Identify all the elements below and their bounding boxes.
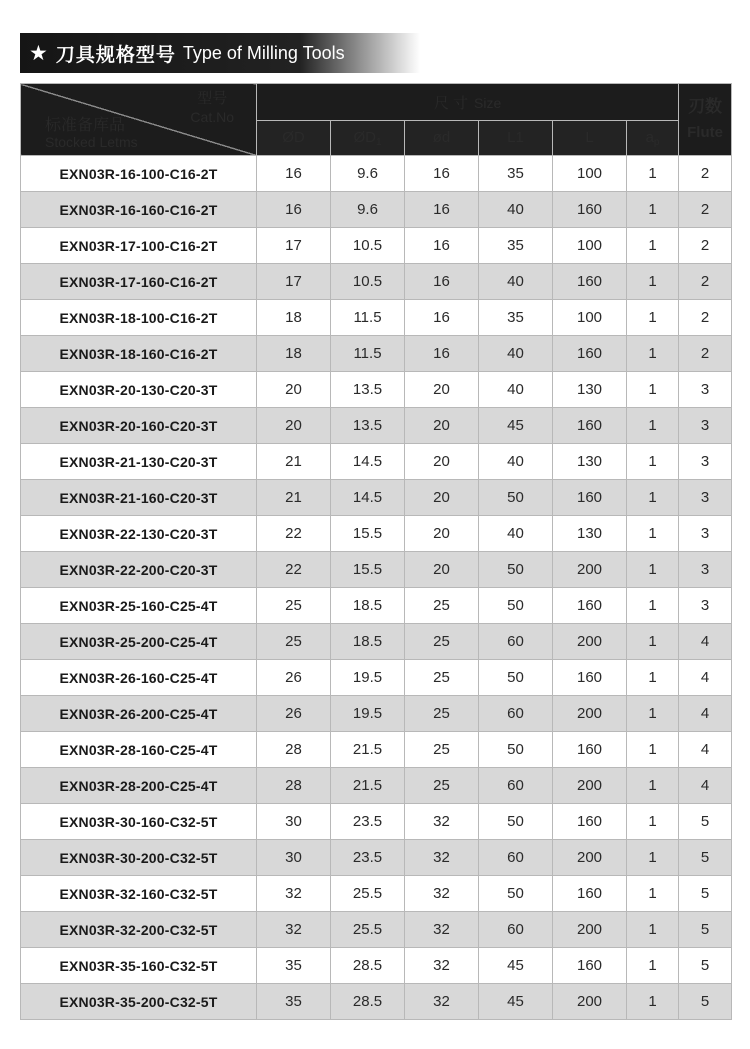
cell-overall-length: 200 (553, 912, 627, 948)
table-row (21, 732, 732, 768)
cell-neck-length: 45 (479, 948, 553, 984)
table-row (21, 336, 732, 372)
cell-overall-length: 160 (553, 588, 627, 624)
cell-shank-diameter: 20 (405, 552, 479, 588)
cell-ap: 1 (627, 876, 679, 912)
cell-catalog-number: EXN03R-21-160-C20-3T (21, 480, 257, 516)
cell-ap: 1 (627, 588, 679, 624)
cell-shank-diameter: 32 (405, 912, 479, 948)
cell-shank-diameter: 32 (405, 984, 479, 1020)
cell-catalog-number: EXN03R-30-200-C32-5T (21, 840, 257, 876)
cell-neck-length: 60 (479, 840, 553, 876)
cell-neck-length: 50 (479, 804, 553, 840)
cell-diameter: 26 (257, 660, 331, 696)
spec-table-body (21, 156, 732, 1020)
cell-diameter: 22 (257, 516, 331, 552)
cell-diameter: 20 (257, 408, 331, 444)
flute-header: 刃数 Flute (679, 84, 732, 156)
star-icon: ★ (29, 41, 48, 65)
cell-flute-count: 3 (679, 372, 732, 408)
cell-diameter: 17 (257, 264, 331, 300)
cell-flute-count: 4 (679, 696, 732, 732)
table-row (21, 984, 732, 1020)
cell-catalog-number: EXN03R-21-130-C20-3T (21, 444, 257, 480)
cell-neck-length: 50 (479, 480, 553, 516)
cell-neck-length: 60 (479, 912, 553, 948)
cell-neck-length: 35 (479, 156, 553, 192)
cell-diameter: 35 (257, 984, 331, 1020)
cell-shank-diameter: 20 (405, 480, 479, 516)
cell-ap: 1 (627, 480, 679, 516)
cell-shank-diameter: 32 (405, 876, 479, 912)
cell-shank-diameter: 25 (405, 588, 479, 624)
section-title-cn: 刀具规格型号 (55, 44, 176, 66)
cell-overall-length: 100 (553, 156, 627, 192)
cell-neck-length: 45 (479, 408, 553, 444)
cell-overall-length: 130 (553, 444, 627, 480)
table-row (21, 624, 732, 660)
cell-catalog-number: EXN03R-17-160-C16-2T (21, 264, 257, 300)
table-row (21, 876, 732, 912)
table-row (21, 552, 732, 588)
cell-ap: 1 (627, 192, 679, 228)
stocked-items-label: 标准备库品 Stocked Letms (45, 117, 138, 150)
cell-ap: 1 (627, 732, 679, 768)
cell-diameter: 18 (257, 336, 331, 372)
cell-flute-count: 2 (679, 228, 732, 264)
table-row (21, 588, 732, 624)
cell-flute-count: 5 (679, 984, 732, 1020)
cell-overall-length: 160 (553, 804, 627, 840)
cell-ap: 1 (627, 552, 679, 588)
cell-overall-length: 160 (553, 408, 627, 444)
cell-ap: 1 (627, 984, 679, 1020)
cell-flute-count: 2 (679, 336, 732, 372)
cell-neck-length: 50 (479, 588, 553, 624)
cell-neck-diameter: 9.6 (331, 156, 405, 192)
size-group-header: 尺 寸 Size (257, 84, 679, 121)
catno-label: 型号 Cat.No (190, 90, 234, 125)
cell-neck-diameter: 11.5 (331, 300, 405, 336)
cell-shank-diameter: 16 (405, 264, 479, 300)
cell-shank-diameter: 20 (405, 516, 479, 552)
cell-flute-count: 3 (679, 588, 732, 624)
cell-overall-length: 200 (553, 768, 627, 804)
cell-neck-diameter: 15.5 (331, 552, 405, 588)
cell-ap: 1 (627, 300, 679, 336)
cell-neck-length: 40 (479, 264, 553, 300)
table-row (21, 912, 732, 948)
cell-ap: 1 (627, 444, 679, 480)
cell-flute-count: 2 (679, 264, 732, 300)
cell-diameter: 20 (257, 372, 331, 408)
cell-neck-diameter: 28.5 (331, 984, 405, 1020)
cell-overall-length: 160 (553, 336, 627, 372)
cell-catalog-number: EXN03R-25-160-C25-4T (21, 588, 257, 624)
cell-diameter: 22 (257, 552, 331, 588)
cell-neck-length: 50 (479, 660, 553, 696)
cell-flute-count: 2 (679, 300, 732, 336)
cell-diameter: 30 (257, 840, 331, 876)
cell-diameter: 32 (257, 876, 331, 912)
cell-overall-length: 160 (553, 660, 627, 696)
cell-catalog-number: EXN03R-32-160-C32-5T (21, 876, 257, 912)
cell-overall-length: 160 (553, 948, 627, 984)
cell-ap: 1 (627, 228, 679, 264)
cell-neck-diameter: 19.5 (331, 660, 405, 696)
cell-overall-length: 100 (553, 300, 627, 336)
catno-diagonal-header (21, 84, 257, 156)
cell-shank-diameter: 32 (405, 804, 479, 840)
cell-neck-diameter: 13.5 (331, 372, 405, 408)
cell-neck-diameter: 11.5 (331, 336, 405, 372)
cell-overall-length: 130 (553, 516, 627, 552)
cell-diameter: 28 (257, 768, 331, 804)
cell-neck-diameter: 10.5 (331, 264, 405, 300)
cell-ap: 1 (627, 516, 679, 552)
cell-neck-diameter: 21.5 (331, 768, 405, 804)
cell-flute-count: 5 (679, 876, 732, 912)
table-row (21, 480, 732, 516)
cell-ap: 1 (627, 156, 679, 192)
cell-catalog-number: EXN03R-16-100-C16-2T (21, 156, 257, 192)
cell-overall-length: 160 (553, 192, 627, 228)
cell-flute-count: 3 (679, 552, 732, 588)
cell-neck-length: 40 (479, 192, 553, 228)
cell-overall-length: 200 (553, 552, 627, 588)
cell-shank-diameter: 16 (405, 228, 479, 264)
cell-neck-diameter: 13.5 (331, 408, 405, 444)
cell-diameter: 35 (257, 948, 331, 984)
cell-neck-length: 40 (479, 372, 553, 408)
table-row (21, 444, 732, 480)
cell-diameter: 25 (257, 624, 331, 660)
cell-catalog-number: EXN03R-18-100-C16-2T (21, 300, 257, 336)
cell-overall-length: 200 (553, 984, 627, 1020)
table-row (21, 516, 732, 552)
cell-ap: 1 (627, 372, 679, 408)
cell-overall-length: 200 (553, 696, 627, 732)
cell-neck-diameter: 10.5 (331, 228, 405, 264)
cell-diameter: 16 (257, 192, 331, 228)
cell-shank-diameter: 16 (405, 300, 479, 336)
cell-neck-diameter: 15.5 (331, 516, 405, 552)
cell-neck-length: 50 (479, 552, 553, 588)
cell-catalog-number: EXN03R-35-160-C32-5T (21, 948, 257, 984)
cell-neck-length: 60 (479, 768, 553, 804)
cell-neck-diameter: 25.5 (331, 912, 405, 948)
cell-neck-length: 40 (479, 444, 553, 480)
cell-flute-count: 2 (679, 192, 732, 228)
cell-overall-length: 160 (553, 732, 627, 768)
cell-flute-count: 5 (679, 840, 732, 876)
cell-diameter: 21 (257, 444, 331, 480)
cell-neck-diameter: 18.5 (331, 588, 405, 624)
cell-flute-count: 2 (679, 156, 732, 192)
col-header-shank-diameter: ød (405, 121, 479, 156)
cell-shank-diameter: 16 (405, 156, 479, 192)
cell-neck-diameter: 25.5 (331, 876, 405, 912)
cell-catalog-number: EXN03R-35-200-C32-5T (21, 984, 257, 1020)
section-title-bar (20, 33, 420, 73)
cell-neck-diameter: 19.5 (331, 696, 405, 732)
cell-diameter: 18 (257, 300, 331, 336)
cell-neck-diameter: 14.5 (331, 444, 405, 480)
cell-diameter: 28 (257, 732, 331, 768)
section-title-en: Type of Milling Tools (182, 42, 345, 63)
cell-shank-diameter: 32 (405, 840, 479, 876)
cell-overall-length: 130 (553, 372, 627, 408)
cell-flute-count: 4 (679, 624, 732, 660)
cell-ap: 1 (627, 336, 679, 372)
cell-catalog-number: EXN03R-28-160-C25-4T (21, 732, 257, 768)
cell-catalog-number: EXN03R-20-130-C20-3T (21, 372, 257, 408)
col-header-neck-diameter: $ØD_1$ (331, 121, 405, 156)
cell-diameter: 21 (257, 480, 331, 516)
cell-ap: 1 (627, 840, 679, 876)
cell-overall-length: 160 (553, 480, 627, 516)
table-row (21, 948, 732, 984)
table-row (21, 804, 732, 840)
cell-overall-length: 160 (553, 264, 627, 300)
cell-shank-diameter: 20 (405, 372, 479, 408)
table-row (21, 408, 732, 444)
cell-overall-length: 160 (553, 876, 627, 912)
cell-flute-count: 4 (679, 660, 732, 696)
cell-ap: 1 (627, 408, 679, 444)
cell-catalog-number: EXN03R-20-160-C20-3T (21, 408, 257, 444)
cell-catalog-number: EXN03R-18-160-C16-2T (21, 336, 257, 372)
cell-neck-diameter: 18.5 (331, 624, 405, 660)
cell-diameter: 16 (257, 156, 331, 192)
cell-shank-diameter: 25 (405, 732, 479, 768)
cell-flute-count: 5 (679, 804, 732, 840)
cell-neck-length: 35 (479, 300, 553, 336)
cell-catalog-number: EXN03R-22-130-C20-3T (21, 516, 257, 552)
cell-catalog-number: EXN03R-26-200-C25-4T (21, 696, 257, 732)
cell-neck-diameter: 21.5 (331, 732, 405, 768)
cell-overall-length: 200 (553, 840, 627, 876)
cell-overall-length: 200 (553, 624, 627, 660)
cell-catalog-number: EXN03R-25-200-C25-4T (21, 624, 257, 660)
table-row (21, 840, 732, 876)
cell-neck-diameter: 23.5 (331, 804, 405, 840)
col-header-neck-length: L1 (479, 121, 553, 156)
cell-neck-length: 50 (479, 876, 553, 912)
cell-neck-diameter: 28.5 (331, 948, 405, 984)
cell-flute-count: 3 (679, 516, 732, 552)
cell-shank-diameter: 20 (405, 408, 479, 444)
cell-neck-length: 35 (479, 228, 553, 264)
cell-flute-count: 4 (679, 768, 732, 804)
cell-flute-count: 3 (679, 480, 732, 516)
col-header-overall-length: L (553, 121, 627, 156)
table-row (21, 156, 732, 192)
col-header-ap: $a_p$ (627, 121, 679, 156)
cell-neck-diameter: 14.5 (331, 480, 405, 516)
table-row (21, 660, 732, 696)
cell-flute-count: 3 (679, 408, 732, 444)
cell-catalog-number: EXN03R-32-200-C32-5T (21, 912, 257, 948)
cell-diameter: 17 (257, 228, 331, 264)
table-row (21, 300, 732, 336)
table-row (21, 192, 732, 228)
cell-catalog-number: EXN03R-16-160-C16-2T (21, 192, 257, 228)
cell-neck-length: 60 (479, 624, 553, 660)
cell-flute-count: 3 (679, 444, 732, 480)
milling-tools-spec-table (20, 83, 732, 1020)
table-row (21, 768, 732, 804)
cell-catalog-number: EXN03R-17-100-C16-2T (21, 228, 257, 264)
cell-ap: 1 (627, 768, 679, 804)
cell-overall-length: 100 (553, 228, 627, 264)
cell-neck-diameter: 23.5 (331, 840, 405, 876)
cell-neck-diameter: 9.6 (331, 192, 405, 228)
cell-catalog-number: EXN03R-26-160-C25-4T (21, 660, 257, 696)
cell-neck-length: 60 (479, 696, 553, 732)
cell-flute-count: 5 (679, 912, 732, 948)
cell-ap: 1 (627, 624, 679, 660)
table-row (21, 228, 732, 264)
cell-catalog-number: EXN03R-22-200-C20-3T (21, 552, 257, 588)
cell-diameter: 32 (257, 912, 331, 948)
cell-neck-length: 45 (479, 984, 553, 1020)
cell-diameter: 26 (257, 696, 331, 732)
cell-ap: 1 (627, 264, 679, 300)
cell-neck-length: 40 (479, 516, 553, 552)
cell-shank-diameter: 25 (405, 624, 479, 660)
cell-flute-count: 4 (679, 732, 732, 768)
cell-neck-length: 40 (479, 336, 553, 372)
cell-shank-diameter: 25 (405, 660, 479, 696)
cell-flute-count: 5 (679, 948, 732, 984)
table-row (21, 696, 732, 732)
cell-shank-diameter: 20 (405, 444, 479, 480)
cell-shank-diameter: 25 (405, 768, 479, 804)
cell-shank-diameter: 16 (405, 336, 479, 372)
cell-catalog-number: EXN03R-28-200-C25-4T (21, 768, 257, 804)
cell-diameter: 25 (257, 588, 331, 624)
cell-diameter: 30 (257, 804, 331, 840)
cell-shank-diameter: 25 (405, 696, 479, 732)
cell-ap: 1 (627, 804, 679, 840)
cell-neck-length: 50 (479, 732, 553, 768)
cell-ap: 1 (627, 660, 679, 696)
table-row (21, 264, 732, 300)
cell-ap: 1 (627, 948, 679, 984)
table-row (21, 372, 732, 408)
cell-catalog-number: EXN03R-30-160-C32-5T (21, 804, 257, 840)
cell-shank-diameter: 16 (405, 192, 479, 228)
cell-shank-diameter: 32 (405, 948, 479, 984)
cell-ap: 1 (627, 912, 679, 948)
col-header-diameter: ØD (257, 121, 331, 156)
cell-ap: 1 (627, 696, 679, 732)
